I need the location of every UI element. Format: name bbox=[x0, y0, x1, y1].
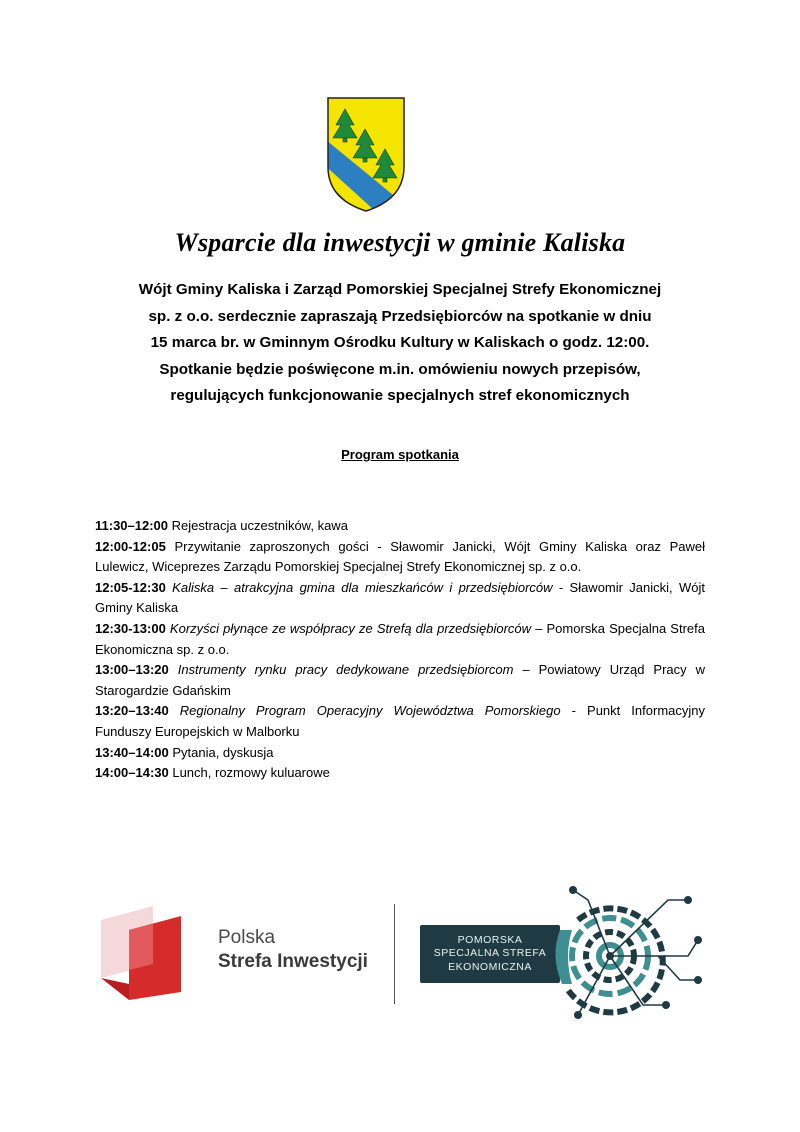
psi-logo-text bbox=[218, 926, 368, 974]
agenda-item: 12:00-12:05 Przywitanie zaproszonych gości - Sławomir Janicki, Wójt Gminy Kaliska oraz Paweł Lulewicz, Wiceprezes Zarządu Pomorskiej Specjalnej Strefy Ekonomicznej sp. z o.o. bbox=[95, 538, 705, 575]
psi-logo-line2: Strefa Inwestycji bbox=[218, 951, 368, 972]
agenda-item: 13:00–13:20 Instrumenty rynku pracy dedykowane przedsiębiorcom – Powiatowy Urząd Pracy w Starogardzie Gdańskim bbox=[95, 662, 705, 698]
pse-logo-line: SPECJALNA STREFA bbox=[433, 947, 547, 960]
invitation-text bbox=[95, 277, 705, 410]
invitation-line: 15 marca br. w Gminnym Ośrodku Kultury w Kaliskach o godz. 12:00. bbox=[150, 334, 650, 351]
invitation-line: sp. z o.o. serdecznie zapraszają Przedsiębiorców na spotkanie w dniu bbox=[148, 307, 652, 325]
agenda-item: 11:30–12:00 Rejestracja uczestników, kawa bbox=[95, 518, 348, 533]
invitation-line: regulujących funkcjonowanie specjalnych stref ekonomicznych bbox=[170, 387, 630, 404]
agenda-list bbox=[95, 516, 705, 784]
invitation-line: Spotkanie będzie poświęcone m.in. omówieniu nowych przepisów, bbox=[159, 360, 641, 378]
agenda-item: 13:40–14:00 Pytania, dyskusja bbox=[95, 744, 274, 760]
pse-logo-line: POMORSKA bbox=[457, 933, 523, 946]
agenda-item: 13:20–13:40 Regionalny Program Operacyjny Województwa Pomorskiego - Punkt Informacyjny Funduszy Europejskich w Malborku bbox=[95, 703, 705, 739]
pomorska-sse-circuit-logo-icon bbox=[548, 880, 708, 1030]
pse-logo-line: EKONOMICZNA bbox=[448, 960, 532, 973]
partner-logos bbox=[0, 880, 800, 1030]
agenda-item: 12:30-13:00 Korzyści płynące ze współpracy ze Strefą dla przedsiębiorców – Pomorska Specjalna Strefa Ekonomiczna sp. z o.o. bbox=[95, 620, 705, 657]
agenda-item: 12:05-12:30 Kaliska – atrakcyjna gmina dla mieszkańców i przedsiębiorców - Sławomir Janicki, Wójt Gminy Kaliska bbox=[95, 579, 705, 616]
program-heading: Program spotkania bbox=[341, 447, 459, 462]
logo-divider bbox=[394, 904, 395, 1004]
psi-logo-line1: Polska bbox=[218, 927, 276, 948]
agenda-item: 14:00–14:30 Lunch, rozmowy kuluarowe bbox=[95, 765, 330, 781]
pse-logo-badge bbox=[420, 925, 560, 983]
polska-strefa-inwestycji-logo-icon bbox=[95, 902, 187, 1000]
page-title: Wsparcie dla inwestycji w gminie Kaliska bbox=[174, 228, 626, 257]
invitation-line: Wójt Gminy Kaliska i Zarząd Pomorskiej Specjalnej Strefy Ekonomicznej bbox=[138, 281, 662, 298]
coat-of-arms-icon bbox=[325, 95, 407, 213]
